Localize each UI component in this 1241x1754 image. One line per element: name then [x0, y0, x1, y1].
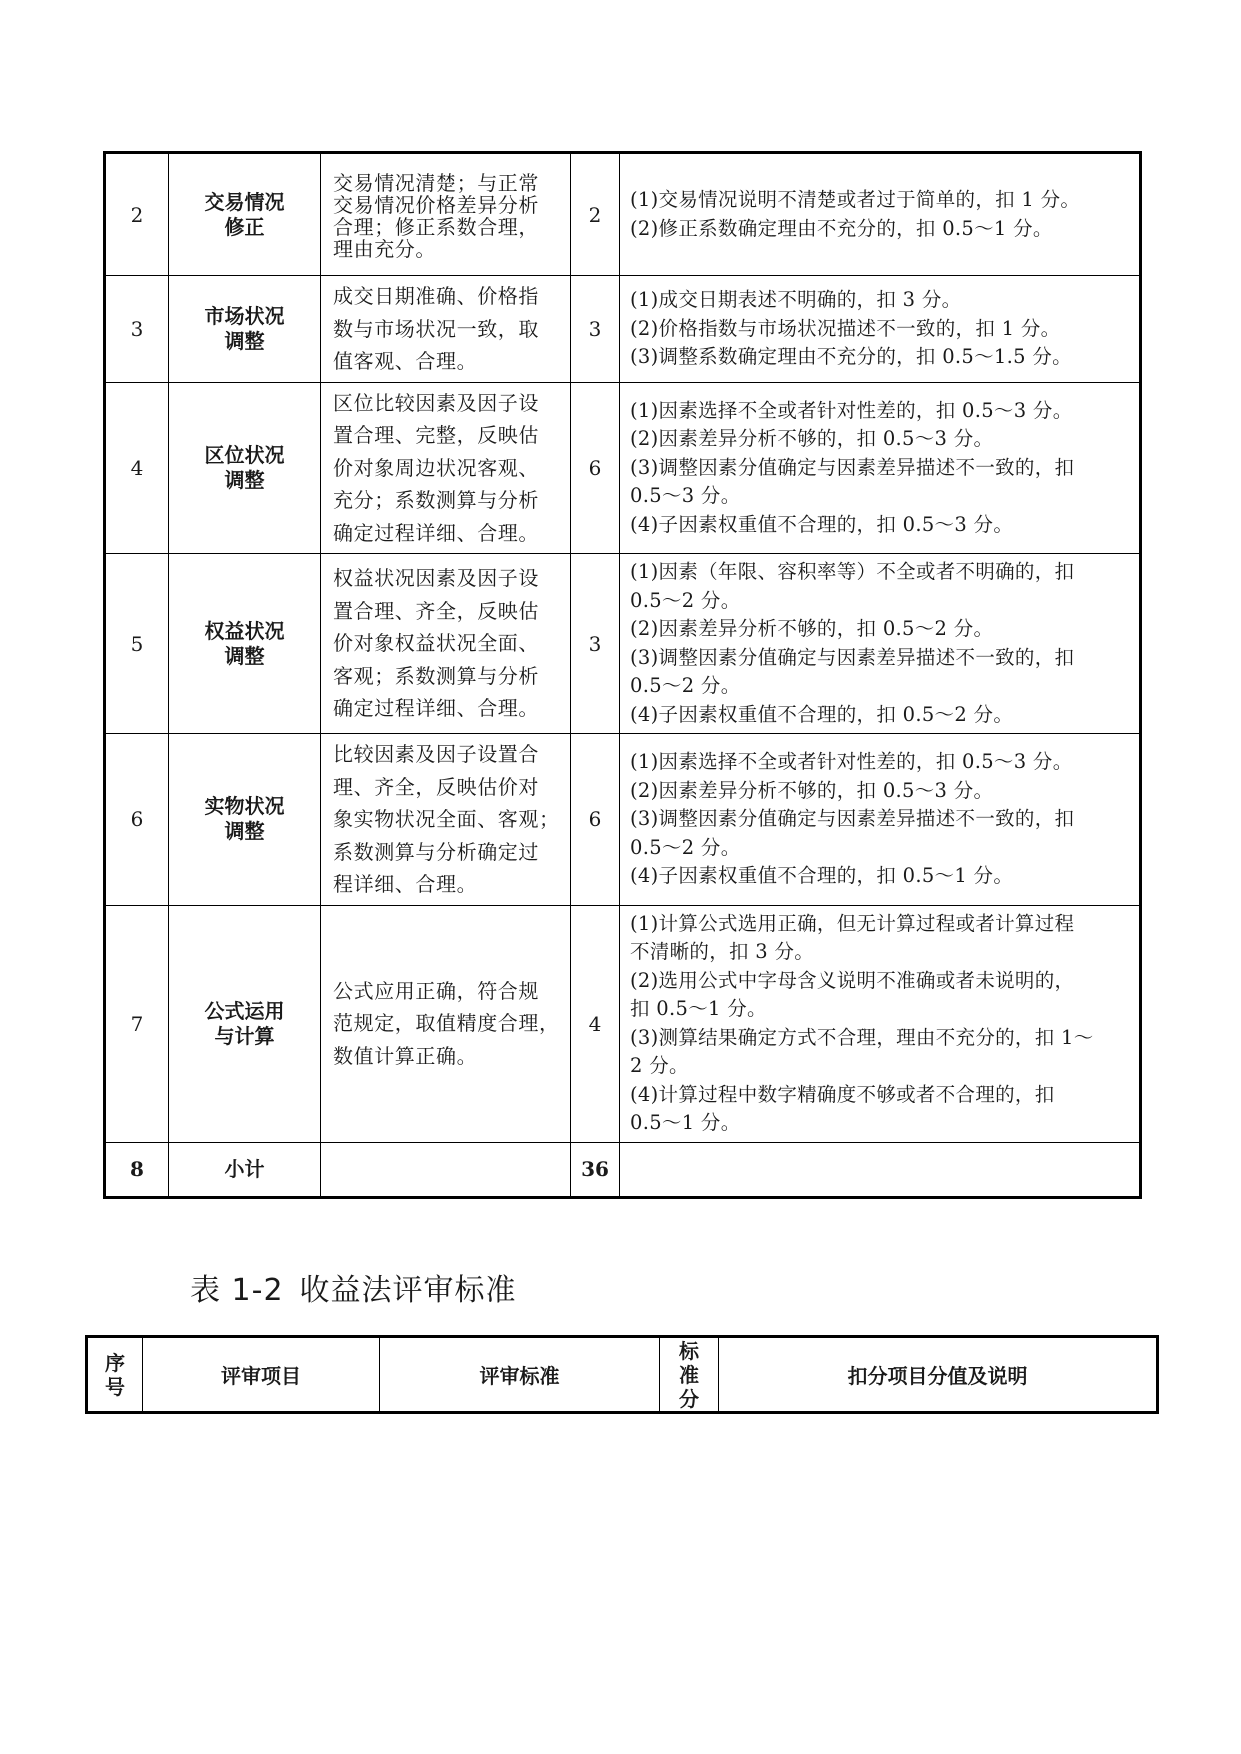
standard-line: 确定过程详细、合理。: [333, 696, 539, 721]
review-item: [169, 153, 321, 276]
note-line: (1)因素选择不全或者针对性差的，扣 0.5～3 分。: [630, 750, 1073, 773]
note-line: 0.5～2 分。: [630, 588, 741, 612]
note-line: (1)因素选择不全或者针对性差的，扣 0.5～3 分。: [630, 398, 1073, 422]
review-item-line: 调整: [224, 643, 265, 668]
table-row: [105, 734, 1141, 906]
standard-line: 确定过程详细、合理。: [333, 520, 539, 545]
standard-line: 置合理、完整，反映估: [333, 423, 539, 447]
standard-score: 4: [571, 905, 620, 1142]
review-item-line: 修正: [224, 214, 265, 239]
standard-score: 6: [571, 382, 620, 554]
review-standard: [321, 554, 571, 734]
note-line: 0.5～1 分。: [630, 1111, 741, 1134]
review-item-line: 调整: [224, 328, 265, 353]
note-line: 0.5～2 分。: [630, 835, 741, 859]
table-row: [105, 905, 1141, 1142]
standard-line: 值客观、合理。: [333, 349, 478, 373]
review-item-line: 区位状况: [204, 442, 285, 467]
review-item-line: 调整: [224, 819, 265, 844]
header-review-item: 评审项目: [143, 1337, 380, 1413]
note-line: 扣 0.5～1 分。: [630, 997, 767, 1020]
standard-line: 合理；修正系数合理，: [333, 214, 539, 239]
standard-line: 客观；系数测算与分析: [333, 663, 539, 688]
standard-line: 公式应用正确，符合规: [333, 978, 539, 1003]
standard-line: 置合理、齐全，反映估: [333, 598, 539, 623]
note-line: (4)子因素权重值不合理的，扣 0.5～3 分。: [630, 512, 1014, 536]
row-number: 6: [105, 734, 169, 906]
standard-score: 3: [571, 554, 620, 734]
standard-line: 理、齐全，反映估价对: [333, 774, 539, 799]
header-score-line: 准: [679, 1362, 699, 1387]
standard-line: 程详细、合理。: [333, 872, 478, 896]
review-item-line: 调整: [224, 467, 265, 492]
review-item: [169, 276, 321, 383]
note-line: 0.5～3 分。: [630, 484, 741, 507]
note-line: (2)因素差异分析不够的，扣 0.5～2 分。: [630, 617, 994, 640]
caption-text: 收益法评审标准: [299, 1273, 517, 1308]
note-line: (3)调整因素分值确定与因素差异描述不一致的，扣: [630, 645, 1075, 669]
standard-line: 权益状况因素及因子设: [333, 566, 539, 591]
note-line: (4)子因素权重值不合理的，扣 0.5～2 分。: [630, 702, 1014, 726]
deduction-notes: [620, 276, 1141, 383]
standard-score: 3: [571, 276, 620, 383]
note-line: (4)子因素权重值不合理的，扣 0.5～1 分。: [630, 864, 1014, 887]
review-standard: [321, 153, 571, 276]
deduction-notes: [620, 554, 1141, 734]
note-line: (1)计算公式选用正确，但无计算过程或者计算过程: [630, 911, 1075, 935]
header-review-standard: 评审标准: [380, 1337, 660, 1413]
note-line: (2)价格指数与市场状况描述不一致的，扣 1 分。: [630, 316, 1061, 340]
table-row: [105, 382, 1141, 554]
review-standard: [321, 905, 571, 1142]
note-line: (2)修正系数确定理由不充分的，扣 0.5～1 分。: [630, 216, 1053, 240]
deduction-notes: [620, 905, 1141, 1142]
standard-line: 价对象周边状况客观、: [333, 455, 539, 480]
row-number: 2: [105, 153, 169, 276]
table-row: [105, 153, 1141, 276]
review-item-line: 实物状况: [204, 794, 285, 819]
header-score-line: 分: [679, 1386, 699, 1411]
review-item-line: 与计算: [214, 1023, 275, 1048]
deduction-notes: [620, 734, 1141, 906]
standard-line: 数值计算正确。: [333, 1043, 478, 1068]
subtotal-score: 36: [571, 1142, 620, 1197]
row-number: 7: [105, 905, 169, 1142]
standard-line: 交易情况价格差异分析: [333, 192, 539, 217]
note-line: 0.5～2 分。: [630, 674, 741, 697]
note-line: (1)因素（年限、容积率等）不全或者不明确的，扣: [630, 560, 1075, 583]
header-row: [87, 1337, 1158, 1413]
table-row: [105, 554, 1141, 734]
note-line: (3)调整因素分值确定与因素差异描述不一致的，扣: [630, 807, 1075, 830]
review-standard: [321, 734, 571, 906]
standard-line: 系数测算与分析确定过: [333, 839, 539, 864]
standard-line: 价对象权益状况全面、: [333, 631, 539, 656]
note-line: (2)因素差异分析不够的，扣 0.5～3 分。: [630, 427, 994, 450]
standard-line: 区位比较因素及因子设: [333, 390, 539, 415]
header-no-line: 号: [105, 1374, 125, 1399]
review-standard: [321, 1142, 571, 1197]
review-item-line: 权益状况: [204, 618, 285, 643]
standard-line: 理由充分。: [333, 236, 436, 261]
standard-line: 充分；系数测算与分析: [333, 488, 539, 512]
note-line: (2)因素差异分析不够的，扣 0.5～3 分。: [630, 778, 994, 802]
standard-score: 2: [571, 153, 620, 276]
table-row: [105, 276, 1141, 383]
note-line: (3)调整系数确定理由不充分的，扣 0.5～1.5 分。: [630, 345, 1072, 368]
note-line: (2)选用公式中字母含义说明不准确或者未说明的，: [630, 968, 1075, 992]
standard-line: 成交日期准确、价格指: [333, 284, 539, 308]
review-item: [169, 905, 321, 1142]
review-standard: [321, 382, 571, 554]
caption-number: 表 1-2: [190, 1273, 284, 1308]
review-item: [169, 734, 321, 906]
standard-line: 数与市场状况一致，取: [333, 316, 539, 341]
row-number: 4: [105, 382, 169, 554]
subtotal-row: [105, 1142, 1141, 1197]
subtotal-label: 小计: [169, 1142, 321, 1197]
note-line: (1)成交日期表述不明确的，扣 3 分。: [630, 288, 962, 311]
note-line: 不清晰的，扣 3 分。: [630, 940, 815, 963]
review-item: [169, 554, 321, 734]
row-number: 3: [105, 276, 169, 383]
note-line: (4)计算过程中数字精确度不够或者不合理的，扣: [630, 1082, 1055, 1106]
review-item-line: 交易情况: [204, 189, 285, 214]
deduction-notes: [620, 153, 1141, 276]
review-standard: [321, 276, 571, 383]
standard-line: 范规定，取值精度合理，: [333, 1011, 560, 1036]
header-score-line: 标: [679, 1338, 699, 1363]
standard-line: 交易情况清楚；与正常: [333, 170, 539, 195]
note-line: (3)测算结果确定方式不合理，理由不充分的，扣 1～: [630, 1025, 1094, 1049]
header-no: [87, 1337, 143, 1413]
row-number: 8: [105, 1142, 169, 1197]
header-no-line: 序: [105, 1350, 125, 1375]
deduction-notes: [620, 382, 1141, 554]
review-item: [169, 382, 321, 554]
note-line: 2 分。: [630, 1054, 689, 1077]
income-method-table: [85, 1335, 1159, 1414]
header-standard-score: [660, 1337, 719, 1413]
standard-line: 比较因素及因子设置合: [333, 742, 539, 766]
table-caption: [190, 1265, 517, 1309]
review-item-line: 市场状况: [204, 303, 285, 328]
row-number: 5: [105, 554, 169, 734]
comparison-method-table: [103, 151, 1142, 1199]
standard-score: 6: [571, 734, 620, 906]
review-item-line: 公式运用: [204, 998, 285, 1023]
note-line: (1)交易情况说明不清楚或者过于简单的，扣 1 分。: [630, 188, 1081, 211]
deduction-notes: [620, 1142, 1141, 1197]
standard-line: 象实物状况全面、客观；: [333, 807, 560, 831]
header-deduction-notes: 扣分项目分值及说明: [719, 1337, 1158, 1413]
note-line: (3)调整因素分值确定与因素差异描述不一致的，扣: [630, 455, 1075, 479]
